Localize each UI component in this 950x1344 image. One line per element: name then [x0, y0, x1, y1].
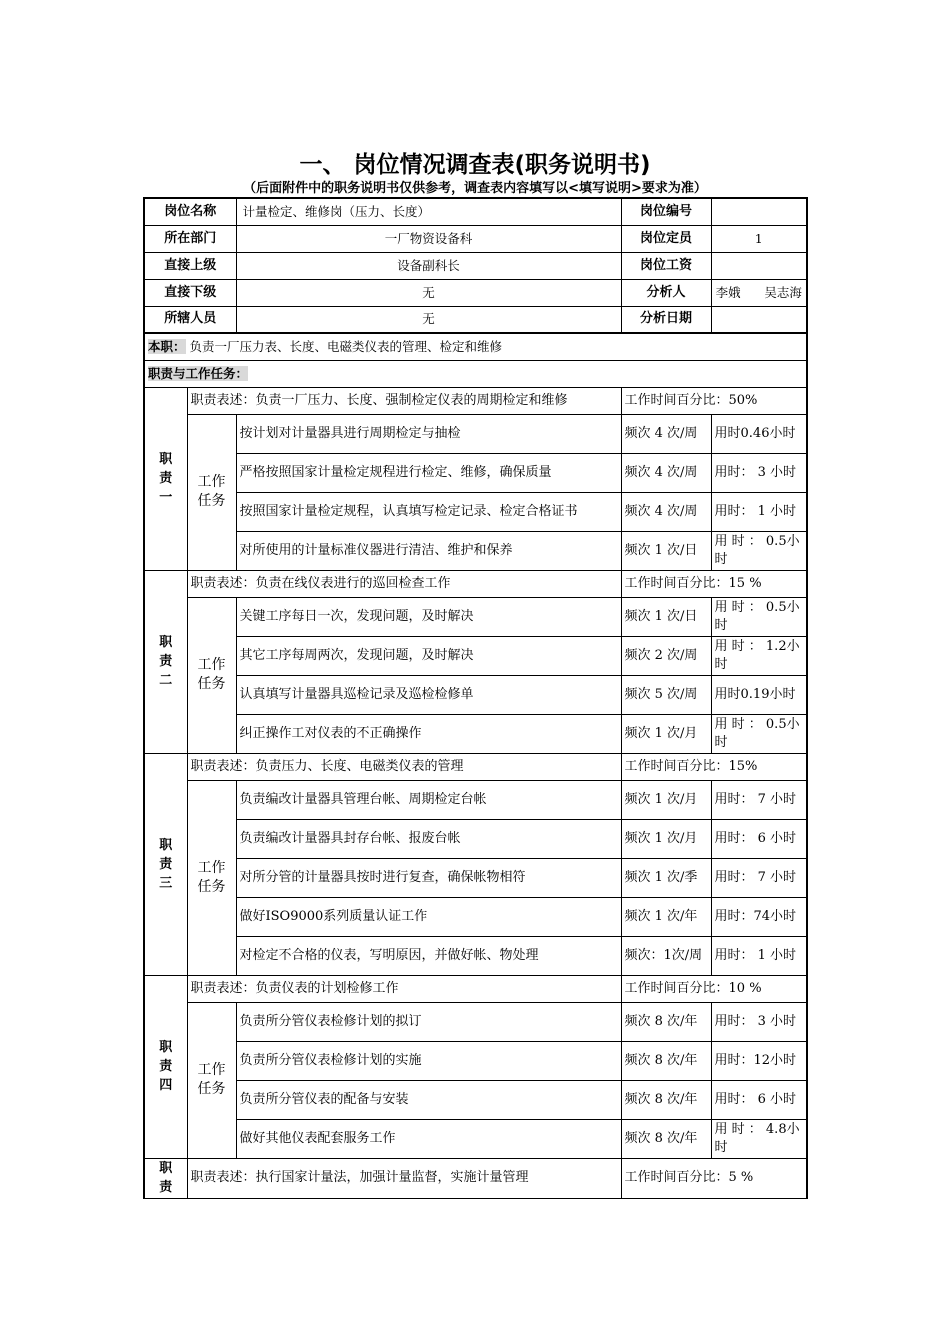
task-frequency: 频次 4 次/周 — [621, 453, 711, 492]
superior-value: 设备副科长 — [236, 252, 621, 279]
task-row — [144, 936, 807, 975]
task-hours: 用时： 1 小时 — [711, 492, 807, 531]
duty-desc: 职责表述：负责压力、长度、电磁类仪表的管理 — [187, 753, 621, 780]
task-row — [144, 1002, 807, 1041]
task-hours: 用 时 ： 0.5小时 — [711, 531, 807, 570]
task-text: 认真填写计量器具巡检记录及巡检检修单 — [236, 675, 621, 714]
duty-desc: 职责表述：负责仪表的计划检修工作 — [187, 975, 621, 1002]
duty-time-percent: 工作时间百分比：15 % — [621, 570, 807, 597]
task-hours: 用 时 ： 4.8小时 — [711, 1119, 807, 1158]
task-hours: 用时： 7 小时 — [711, 780, 807, 819]
page-subtitle: （后面附件中的职务说明书仅供参考，调查表内容填写以<填写说明>要求为准） — [243, 181, 707, 196]
superior-label: 直接上级 — [144, 252, 236, 279]
task-hours: 用时： 7 小时 — [711, 858, 807, 897]
analyst-label: 分析人 — [621, 279, 711, 306]
tasks-header-row — [144, 360, 807, 387]
task-frequency: 频次 1 次/日 — [621, 597, 711, 636]
task-text: 对所分管的计量器具按时进行复查，确保帐物相符 — [236, 858, 621, 897]
quota-label: 岗位定员 — [621, 225, 711, 252]
task-hours: 用时0.19小时 — [711, 675, 807, 714]
task-row — [144, 414, 807, 453]
task-row — [144, 780, 807, 819]
task-text: 对所使用的计量标准仪器进行清洁、维护和保养 — [236, 531, 621, 570]
task-text: 负责所分管仪表检修计划的拟订 — [236, 1002, 621, 1041]
task-frequency: 频次 1 次/月 — [621, 780, 711, 819]
task-row — [144, 897, 807, 936]
task-text: 负责编改计量器具封存台帐、报废台帐 — [236, 819, 621, 858]
duty-desc-row — [144, 387, 807, 414]
task-frequency: 频次 1 次/月 — [621, 819, 711, 858]
task-row — [144, 597, 807, 636]
task-row — [144, 1080, 807, 1119]
task-hours: 用 时 ： 0.5小时 — [711, 714, 807, 753]
duty-desc-row — [144, 570, 807, 597]
duty-desc: 职责表述：负责一厂压力、长度、强制检定仪表的周期检定和维修 — [187, 387, 621, 414]
duty-desc: 职责表述：负责在线仪表进行的巡回检查工作 — [187, 570, 621, 597]
duty-name: 职责四 — [159, 1040, 173, 1093]
duty-main-label: 本职： — [148, 338, 186, 354]
task-text: 负责编改计量器具管理台帐、周期检定台帐 — [236, 780, 621, 819]
info-row — [144, 252, 807, 279]
duty-desc: 职责表述：执行国家计量法，加强计量监督，实施计量管理 — [187, 1158, 621, 1198]
staff-label: 所辖人员 — [144, 306, 236, 333]
work-task-label: 工作任务 — [197, 1062, 226, 1097]
task-frequency: 频次 8 次/年 — [621, 1002, 711, 1041]
salary-value — [711, 252, 807, 279]
task-hours: 用 时 ： 0.5小时 — [711, 597, 807, 636]
duty-name: 职责三 — [159, 837, 173, 891]
duty-time-percent: 工作时间百分比：15% — [621, 753, 807, 780]
dept-label: 所在部门 — [144, 225, 236, 252]
task-frequency: 频次 4 次/周 — [621, 492, 711, 531]
task-hours: 用时：12小时 — [711, 1041, 807, 1080]
task-row — [144, 453, 807, 492]
work-task-label: 工作任务 — [197, 657, 226, 692]
task-text: 做好ISO9000系列质量认证工作 — [236, 897, 621, 936]
task-text: 对检定不合格的仪表，写明原因，并做好帐、物处理 — [236, 936, 621, 975]
info-row — [144, 306, 807, 333]
dept-value: 一厂物资设备科 — [236, 225, 621, 252]
duty-desc-row — [144, 753, 807, 780]
post-no-value — [711, 198, 807, 225]
info-row — [144, 279, 807, 306]
task-row — [144, 531, 807, 570]
task-frequency: 频次 4 次/周 — [621, 414, 711, 453]
task-text: 负责所分管仪表检修计划的实施 — [236, 1041, 621, 1080]
analyst-value: 李娥 吴志海 — [711, 279, 807, 306]
task-text: 其它工序每周两次，发现问题，及时解决 — [236, 636, 621, 675]
duty-desc-row — [144, 1158, 807, 1198]
task-hours: 用时： 3 小时 — [711, 453, 807, 492]
task-text: 关键工序每日一次，发现问题，及时解决 — [236, 597, 621, 636]
task-text: 做好其他仪表配套服务工作 — [236, 1119, 621, 1158]
task-text: 负责所分管仪表的配备与安装 — [236, 1080, 621, 1119]
duty-name: 职责一 — [159, 452, 173, 505]
salary-label: 岗位工资 — [621, 252, 711, 279]
task-frequency: 频次：1次/周 — [621, 936, 711, 975]
task-frequency: 频次 8 次/年 — [621, 1041, 711, 1080]
task-hours: 用 时 ： 1.2小时 — [711, 636, 807, 675]
duty-main-text: 负责一厂压力表、长度、电磁类仪表的管理、检定和维修 — [189, 338, 503, 354]
duty-name: 职责二 — [159, 635, 173, 688]
task-hours: 用时： 6 小时 — [711, 1080, 807, 1119]
subordinate-label: 直接下级 — [144, 279, 236, 306]
task-row — [144, 636, 807, 675]
post-no-label: 岗位编号 — [621, 198, 711, 225]
duty-time-percent: 工作时间百分比：10 % — [621, 975, 807, 1002]
task-row — [144, 858, 807, 897]
task-hours: 用时： 3 小时 — [711, 1002, 807, 1041]
task-text: 按照国家计量检定规程，认真填写检定记录、检定合格证书 — [236, 492, 621, 531]
work-task-label: 工作任务 — [197, 474, 226, 509]
task-frequency: 频次 2 次/周 — [621, 636, 711, 675]
date-label: 分析日期 — [621, 306, 711, 333]
task-text: 纠正操作工对仪表的不正确操作 — [236, 714, 621, 753]
task-hours: 用时： 6 小时 — [711, 819, 807, 858]
job-survey-table — [143, 197, 808, 1199]
work-task-label: 工作任务 — [197, 859, 226, 895]
task-hours: 用时：74小时 — [711, 897, 807, 936]
task-row — [144, 675, 807, 714]
task-text: 严格按照国家计量检定规程进行检定、维修，确保质量 — [236, 453, 621, 492]
page-title: 一、 岗位情况调查表(职务说明书) — [299, 152, 651, 178]
task-row — [144, 1119, 807, 1158]
task-frequency: 频次 8 次/年 — [621, 1080, 711, 1119]
duty-main-row — [144, 333, 807, 360]
post-name-label: 岗位名称 — [144, 198, 236, 225]
duty-name: 职责 — [159, 1161, 173, 1195]
task-frequency: 频次 1 次/日 — [621, 531, 711, 570]
task-row — [144, 492, 807, 531]
task-row — [144, 714, 807, 753]
subordinate-value: 无 — [236, 279, 621, 306]
duty-time-percent: 工作时间百分比：50% — [621, 387, 807, 414]
task-frequency: 频次 1 次/月 — [621, 714, 711, 753]
task-hours: 用时0.46小时 — [711, 414, 807, 453]
duty-time-percent: 工作时间百分比：5 % — [621, 1158, 807, 1198]
task-frequency: 频次 1 次/季 — [621, 858, 711, 897]
task-frequency: 频次 5 次/周 — [621, 675, 711, 714]
duty-section — [144, 387, 807, 1198]
quota-value: 1 — [711, 225, 807, 252]
staff-value: 无 — [236, 306, 621, 333]
task-text: 按计划对计量器具进行周期检定与抽检 — [236, 414, 621, 453]
task-frequency: 频次 8 次/年 — [621, 1119, 711, 1158]
post-name-value: 计量检定、维修岗（压力、长度） — [236, 198, 621, 225]
task-frequency: 频次 1 次/年 — [621, 897, 711, 936]
task-row — [144, 1041, 807, 1080]
tasks-header: 职责与工作任务： — [148, 365, 249, 381]
info-row — [144, 225, 807, 252]
date-value — [711, 306, 807, 333]
duty-desc-row — [144, 975, 807, 1002]
task-hours: 用时： 1 小时 — [711, 936, 807, 975]
task-row — [144, 819, 807, 858]
info-row — [144, 198, 807, 225]
